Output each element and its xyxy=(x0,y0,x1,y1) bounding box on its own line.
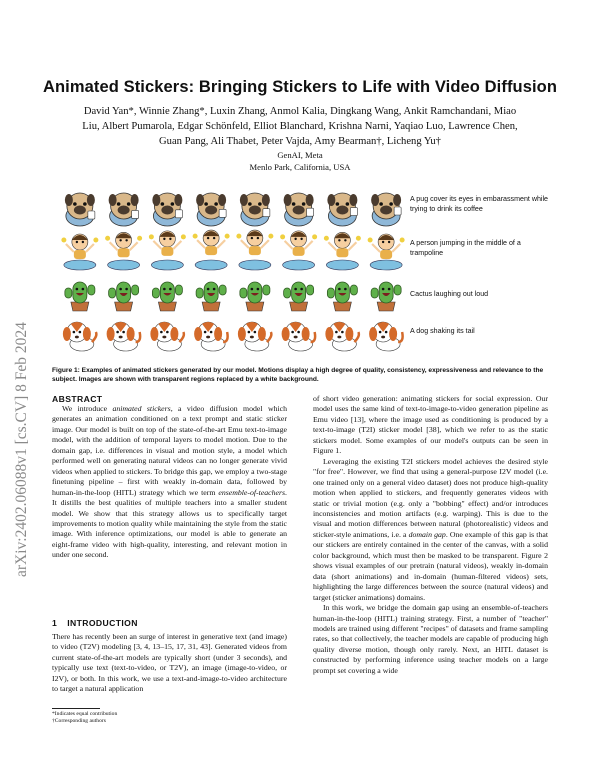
pug-sticker-frame xyxy=(371,193,401,226)
cactus-sticker-frame xyxy=(152,282,182,311)
person-sticker-frame xyxy=(368,234,405,270)
figure-caption-text: Figure 1: Examples of animated stickers generated by our model. Motions display a high degree of quality, consistency, expressiveness and relevance to the subject. Images are shown with transparent regions replaced by a white background. xyxy=(52,367,544,384)
abstract-body xyxy=(52,404,287,561)
arxiv-stamp xyxy=(4,185,34,585)
person-sticker-frame xyxy=(324,232,361,270)
right-column xyxy=(313,394,548,676)
row-caption-cactus: Cactus laughing out loud xyxy=(410,290,489,298)
pug-sticker-frame xyxy=(196,193,226,226)
authors-line: Liu, Albert Pumarola, Edgar Schönfeld, Elliot Blanchard, Krishna Narni, Yaqiao Luo, Lawrence Chen, xyxy=(82,121,518,132)
footnote: *Indicates equal contribution xyxy=(52,711,118,717)
person-sticker-frame xyxy=(149,231,186,270)
cactus-sticker-frame xyxy=(327,282,357,311)
dog-sticker-frame xyxy=(369,322,403,351)
cactus-sticker-frame xyxy=(109,282,139,311)
intro-paragraph: There has recently been an surge of interest in generative text (and image) to video (T2V) modeling [3, 4, 13–15, 17, 31, 43]. Generated videos from current state-of-the-art models are typically short (under 3 seconds), and typically use text (text-to-video, or T2V), an image (image-to-video, or I2V), or both. In this work, we use a text-and-image-to-video architecture to target a natural application xyxy=(52,632,287,694)
person-sticker-frame xyxy=(193,230,230,270)
person-sticker-frame xyxy=(280,231,317,270)
pug-sticker-frame xyxy=(65,193,95,226)
dog-sticker-frame xyxy=(194,322,228,351)
dog-sticker-frame xyxy=(107,322,141,351)
intro-body xyxy=(52,632,287,695)
pug-sticker-frame xyxy=(152,193,182,226)
dog-sticker-frame xyxy=(150,322,184,351)
footnote-rule xyxy=(52,708,100,709)
person-sticker-frame xyxy=(61,234,98,270)
figure-caption xyxy=(52,366,552,385)
paper-title: Animated Stickers: Bringing Stickers to Life with Video Diffusion xyxy=(42,78,558,96)
right-paragraph: Leveraging the existing T2I stickers model achieves the desired style "for free". However, we find that using a general-purpose I2V model (i.e. one trained only on a general video dataset) does not produce high-quality motion when applied to stickers, and frequently generates videos with static or trivial motion (e.g. only a "bobbing" effect) and/or introduces inconsistencies and motion artifacts (e.g. warping). This is due to the visual and motion differences between natural (photorealistic) videos and sticker-style animations, i.e. a domain gap. One example of this gap is that our stickers are entirely contained in the center of the canvas, with a solid color background, which must then be masked to be transparent. Figure 2 shows visual examples of our pretrain (natural videos), weakly in-domain data (short animations) and in-domain (human-filtered videos) sets, highlighting the large differences between the source (natural videos) and target (sticker animations) domains. xyxy=(313,456,548,602)
right-paragraph: of short video generation: animating stickers for social expression. Our model uses the same kind of text-to-image-to-video generation pipeline as Emu video [13], where the image used as conditioning is produced by a text-to-image (T2I) sticker model [38], which we refer to as the static stickers model. Some examples of our model's outputs can be seen in Figure 1. xyxy=(313,394,548,456)
cactus-sticker-frame xyxy=(240,282,270,311)
dog-sticker-frame xyxy=(282,322,316,351)
right-paragraph: In this work, we bridge the domain gap using an ensemble-of-teachers human-in-the-loop (HITL) training strategy. First, a number of "teacher" models are trained using different "recipes" of datasets and frame sampling rates, so that collectively, the teacher models are capable of producing high quality diverse motion, though only rarely. Next, an HITL dataset is constructed by performing inference using teacher models on a large prompt set covering a wide xyxy=(313,603,548,675)
affiliation-block xyxy=(60,149,540,173)
pug-sticker-frame xyxy=(240,193,270,226)
dog-sticker-frame xyxy=(238,322,272,351)
dog-sticker-frame xyxy=(325,322,359,351)
pug-sticker-frame xyxy=(284,193,314,226)
pug-sticker-frame xyxy=(327,193,357,226)
footnotes xyxy=(52,711,287,726)
figure-1-sticker-grid xyxy=(58,188,408,358)
location: Menlo Park, California, USA xyxy=(249,162,351,172)
abstract-paragraph: We introduce animated stickers, a video diffusion model which generates an animation conditioned on a text prompt and static sticker image. Our model is built on top of the state-of-the-art Emu text-to-image model, with the addition of temporal layers to model motion. Due to the domain gap, i.e. differences in visual and motion style, a model which performed well on generating natural videos can no longer generate vivid videos when applied to stickers. To bridge this gap, we employ a two-stage finetuning pipeline – first with weakly in-domain data, followed by human-in-the-loop (HITL) strategy which we term ensemble-of-teachers. It distills the best qualities of multiple teachers into a smaller student model. We show that this strategy allows us to specifically target improvements to motion quality while maintaining the style from the static image. With inference optimizations, our model is able to generate an eight-frame video with high-quality, interesting, and relevant motion in under one second. xyxy=(52,404,287,560)
cactus-sticker-frame xyxy=(65,282,95,311)
person-sticker-frame xyxy=(236,230,273,270)
cactus-sticker-frame xyxy=(371,282,401,311)
section-number: 1 xyxy=(52,618,58,628)
pug-sticker-frame xyxy=(109,193,139,226)
footnote: †Corresponding authors xyxy=(52,718,106,725)
arxiv-id: arXiv:2402.06088v1 [cs.CV] 8 Feb 2024 xyxy=(13,322,30,577)
intro-heading xyxy=(52,618,148,628)
row-caption-pug: A pug cover its eyes in embarassment while trying to drink its coffee xyxy=(410,195,548,213)
affiliation: GenAI, Meta xyxy=(277,150,323,160)
section-title: INTRODUCTION xyxy=(67,618,138,628)
dog-sticker-frame xyxy=(63,322,97,351)
author-list xyxy=(60,104,540,149)
row-caption-dog: A dog shaking its tail xyxy=(410,327,475,335)
cactus-sticker-frame xyxy=(196,282,226,311)
authors-line: David Yan*, Winnie Zhang*, Luxin Zhang, Anmol Kalia, Dingkang Wang, Ankit Ramchandani, Miao xyxy=(83,106,517,117)
authors-line: Guan Pang, Ali Thabet, Peter Vajda, Amy Bearman†, Licheng Yu† xyxy=(159,136,441,147)
cactus-sticker-frame xyxy=(284,282,314,311)
person-sticker-frame xyxy=(105,232,142,270)
row-caption-person: A person jumping in the middle of a trampoline xyxy=(410,239,521,257)
abstract-heading: ABSTRACT xyxy=(52,394,103,404)
